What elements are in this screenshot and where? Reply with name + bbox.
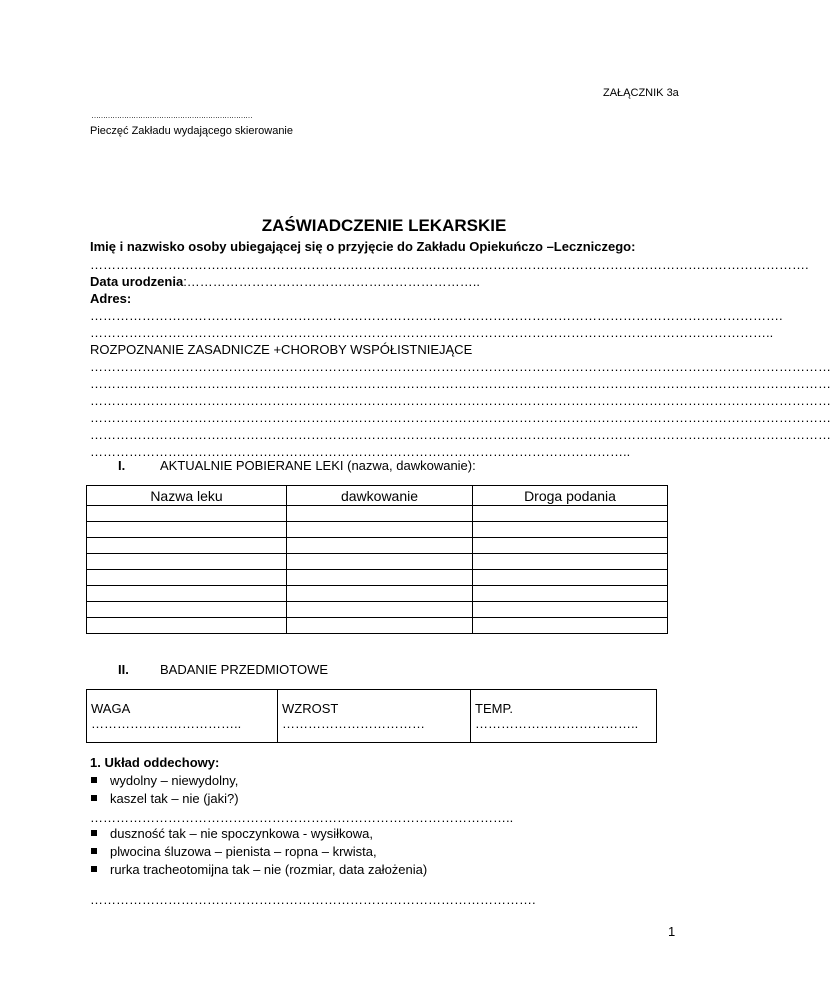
table-cell[interactable]: [473, 618, 668, 634]
examination-table: [86, 689, 657, 743]
medications-table: [86, 485, 668, 634]
table-row: [87, 506, 668, 522]
applicant-name-dots: ………………………………………………………………………………………………………………………………………………….: [90, 257, 809, 272]
page-number: 1: [668, 924, 676, 939]
table-cell[interactable]: [473, 522, 668, 538]
table-cell[interactable]: [87, 538, 287, 554]
table-cell[interactable]: [87, 618, 287, 634]
table-cell[interactable]: [287, 602, 473, 618]
table-row: [87, 618, 668, 634]
table-cell[interactable]: [473, 554, 668, 570]
respiratory-dots-2: ………………………………………………………………………………………….: [90, 892, 536, 907]
address-label: Adres:: [90, 291, 132, 306]
diagnosis-label: ROZPOZNANIE ZASADNICZE +CHOROBY WSPÓŁISTNIEJĄCE: [90, 342, 473, 357]
stamp-label: Pieczęć Zakładu wydającego skierowanie: [90, 125, 293, 137]
column-header-dosage: dawkowanie: [287, 486, 473, 506]
table-cell[interactable]: [287, 506, 473, 522]
weight-field[interactable]: WAGA ……………………………..: [87, 690, 278, 743]
section-1-numeral: I.: [118, 458, 126, 473]
document-title: ZAŚWIADCZENIE LEKARSKIE: [261, 216, 507, 235]
diagnosis-line: ………………………………………………………………………………………………………………………………………………………: [90, 427, 831, 442]
table-cell[interactable]: [287, 538, 473, 554]
dob-label: Data urodzenia: [90, 274, 184, 289]
section-2-numeral: II.: [118, 662, 129, 677]
table-cell[interactable]: [473, 570, 668, 586]
list-item: wydolny – niewydolny,: [90, 772, 239, 790]
height-field[interactable]: WZROST ……………………………: [278, 690, 471, 743]
stamp-dots: ……………………………………………………………: [91, 111, 252, 120]
temperature-field[interactable]: TEMP. ………………………………..: [471, 690, 657, 743]
respiratory-list-a: [90, 772, 239, 808]
table-cell[interactable]: [287, 586, 473, 602]
section-2-heading: BADANIE PRZEDMIOTOWE: [160, 662, 329, 677]
column-header-route: Droga podania: [473, 486, 668, 506]
diagnosis-line: ……………………………………………………………………………………………………………..: [90, 444, 631, 459]
table-row: [87, 538, 668, 554]
table-row: [87, 690, 657, 743]
table-cell[interactable]: [87, 522, 287, 538]
table-row: [87, 554, 668, 570]
respiratory-heading: 1. Układ oddechowy:: [90, 755, 220, 770]
table-cell[interactable]: [473, 506, 668, 522]
table-cell[interactable]: [87, 570, 287, 586]
list-item: rurka tracheotomijna tak – nie (rozmiar, data założenia): [90, 861, 427, 879]
table-cell[interactable]: [87, 602, 287, 618]
diagnosis-line: ………………………………………………………………………………………………………………………………………………………: [90, 410, 831, 425]
diagnosis-line: ………………………………………………………………………………………………………………………………………………………: [90, 376, 831, 391]
table-cell[interactable]: [287, 554, 473, 570]
table-cell[interactable]: [473, 586, 668, 602]
annex-label: ZAŁĄCZNIK 3a: [603, 87, 679, 99]
table-row: [87, 522, 668, 538]
table-cell[interactable]: [287, 522, 473, 538]
table-header-row: [87, 486, 668, 506]
dob-row: [90, 274, 480, 289]
column-header-drug-name: Nazwa leku: [87, 486, 287, 506]
respiratory-list-b: [90, 825, 427, 879]
table-row: [87, 602, 668, 618]
table-cell[interactable]: [473, 602, 668, 618]
table-cell[interactable]: [87, 586, 287, 602]
address-line-1: …………………………………………………………………………………………………………………………………………….: [90, 308, 783, 323]
list-item: plwocina śluzowa – pienista – ropna – krwista,: [90, 843, 427, 861]
list-item: duszność tak – nie spoczynkowa - wysiłkowa,: [90, 825, 427, 843]
table-row: [87, 570, 668, 586]
applicant-name-label: Imię i nazwisko osoby ubiegającej się o przyjęcie do Zakładu Opiekuńczo –Leczniczego:: [90, 239, 636, 254]
table-cell[interactable]: [87, 506, 287, 522]
table-cell[interactable]: [473, 538, 668, 554]
table-cell[interactable]: [87, 554, 287, 570]
list-item: kaszel tak – nie (jaki?): [90, 790, 239, 808]
address-line-2: …………………………………………………………………………………………………………………………………………..: [90, 325, 774, 340]
respiratory-dots-1: ……………………………………………………………………………………..: [90, 810, 514, 825]
table-row: [87, 586, 668, 602]
dob-dots: :…………………………………………………………..: [183, 274, 481, 289]
section-1-heading: AKTUALNIE POBIERANE LEKI (nazwa, dawkowanie):: [160, 458, 476, 473]
diagnosis-line: ………………………………………………………………………………………………………………………………………………………: [90, 393, 831, 408]
table-cell[interactable]: [287, 618, 473, 634]
diagnosis-line: ………………………………………………………………………………………………………………………………………………………: [90, 359, 831, 374]
table-cell[interactable]: [287, 570, 473, 586]
